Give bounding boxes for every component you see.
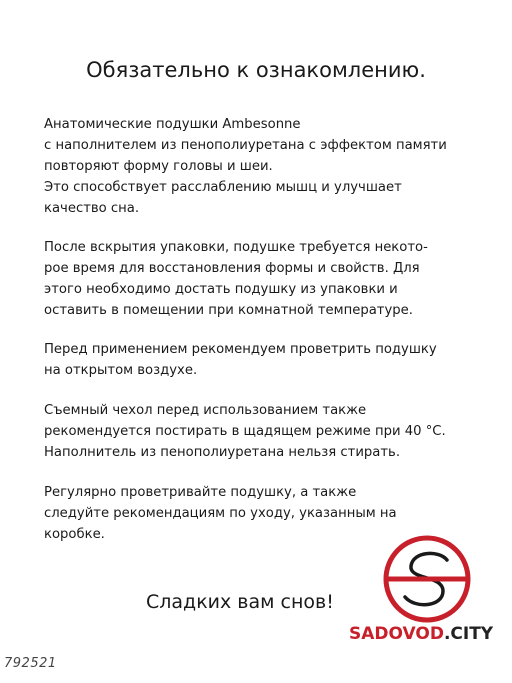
closing-wish: Сладких вам снов! bbox=[146, 591, 334, 613]
text-line: Наполнитель из пенополиуретана нельзя стирать. bbox=[44, 445, 401, 460]
text-line: на открытом воздухе. bbox=[44, 363, 198, 378]
brand-name: SADOVOD bbox=[349, 624, 444, 644]
text-line: После вскрытия упаковки, подушке требуется некото- bbox=[44, 240, 428, 255]
text-line: Анатомические подушки Ambesonne bbox=[44, 117, 301, 132]
text-line: Перед применением рекомендуем проветрить подушку bbox=[44, 342, 437, 357]
page-title: Обязательно к ознакомлению. bbox=[86, 58, 426, 82]
text-line: коробке. bbox=[44, 527, 105, 542]
text-line: качество сна. bbox=[44, 201, 140, 216]
brand-domain: .CITY bbox=[443, 624, 494, 644]
circle-s-logo-icon bbox=[383, 535, 471, 623]
text-line: Съемный чехол перед использованием также bbox=[44, 403, 367, 418]
article-number: 792521 bbox=[4, 656, 57, 671]
paragraph-washing bbox=[44, 400, 474, 463]
text-line: рекомендуется постирать в щадящем режиме при 40 °С. bbox=[44, 424, 446, 439]
paragraph-unpacking bbox=[44, 237, 474, 321]
text-line: Регулярно проветривайте подушку, а также bbox=[44, 485, 357, 500]
paragraph-airing bbox=[44, 339, 474, 381]
text-line: следуйте рекомендациям по уходу, указанным на bbox=[44, 506, 397, 521]
text-line: повторяют форму головы и шеи. bbox=[44, 159, 273, 174]
paragraph-pillow-description bbox=[44, 114, 474, 219]
text-line: с наполнителем из пенополиуретана с эффектом памяти bbox=[44, 138, 447, 153]
text-line: рое время для восстановления формы и свойств. Для bbox=[44, 261, 420, 276]
text-line: Это способствует расслаблению мышц и улучшает bbox=[44, 180, 402, 195]
text-line: этого необходимо достать подушку из упаковки и bbox=[44, 282, 398, 297]
text-line: оставить в помещении при комнатной температуре. bbox=[44, 303, 413, 318]
brand-logo-text bbox=[349, 624, 493, 644]
